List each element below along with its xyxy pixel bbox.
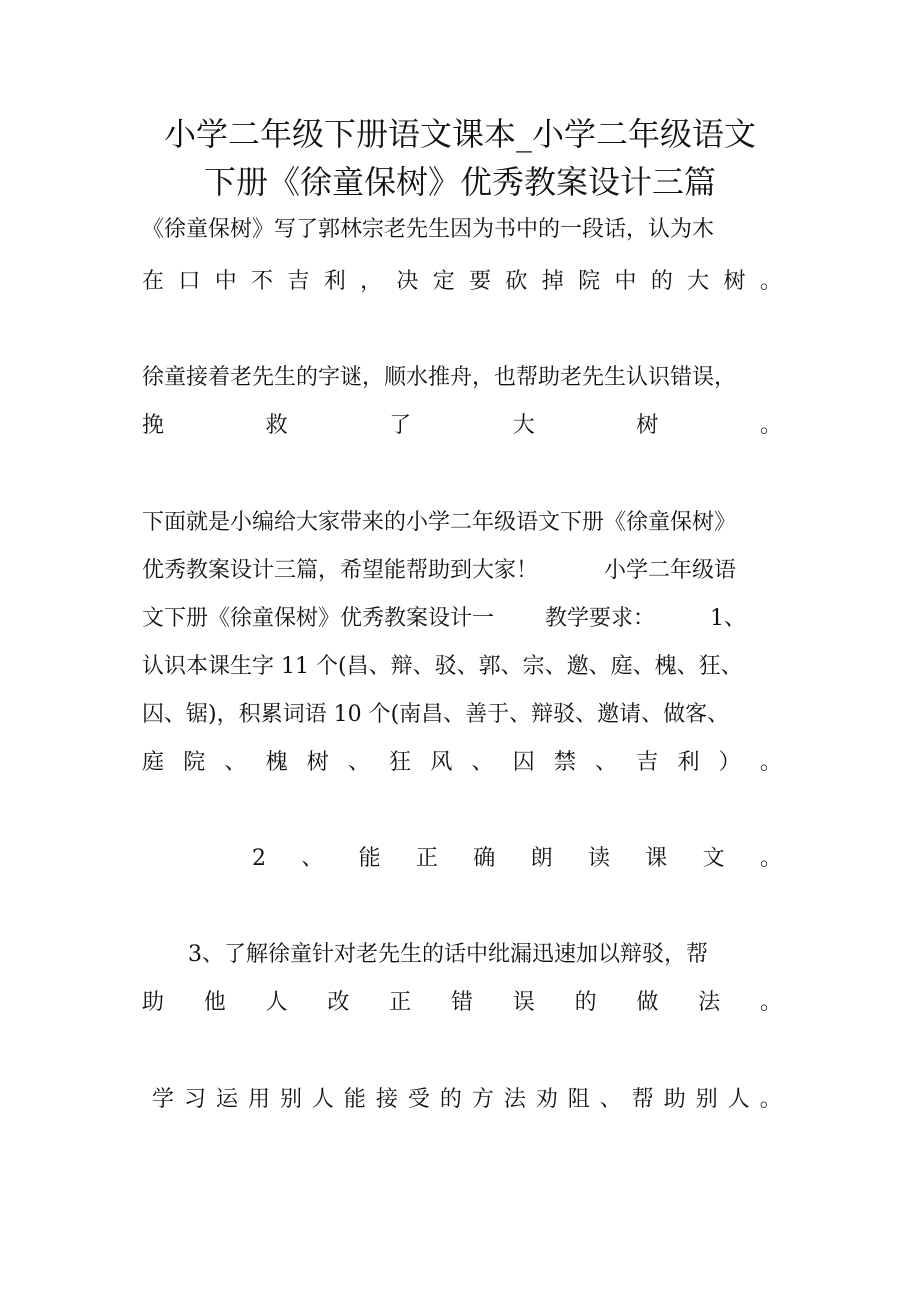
- text-char: 利: [323, 269, 346, 294]
- text-char: 掉: [541, 269, 564, 294]
- text-char: 的: [650, 269, 673, 294]
- text-char: 、: [301, 846, 324, 871]
- text-char: 法: [503, 1087, 526, 1112]
- text-char: 庭: [142, 750, 165, 775]
- text-char: 、: [595, 750, 618, 775]
- text-char: 、: [599, 1087, 622, 1112]
- text-char: 人: [265, 990, 288, 1015]
- text-char: 错: [450, 990, 473, 1015]
- text-char: 他: [203, 990, 226, 1015]
- document-title-line-1: 小学二年级下册语文课本_小学二年级语文: [163, 115, 756, 153]
- text-char: 救: [265, 413, 288, 438]
- text-char: 阻: [567, 1087, 590, 1112]
- paragraph-3-line-5: 囚、锯)，积累词语 10 个(南昌、善于、辩驳、邀请、做客、: [142, 702, 730, 727]
- text-char: 。: [759, 1087, 782, 1112]
- paragraph-1-line-2: [142, 266, 782, 298]
- text-char: 确: [473, 846, 496, 871]
- text-char: 2: [252, 846, 266, 871]
- text-char: 做: [636, 990, 659, 1015]
- text-char: 槐: [265, 750, 288, 775]
- text-char: 。: [759, 269, 782, 294]
- paragraph-2-line-1: 徐童接着老先生的字谜，顺水推舟，也帮助老先生认识错误，: [142, 365, 737, 390]
- text-char: 口: [178, 269, 201, 294]
- text-char: 定: [432, 269, 455, 294]
- text-char: 。: [759, 846, 782, 871]
- text-char: 习: [183, 1087, 206, 1112]
- text-char: 的: [439, 1087, 462, 1112]
- text-char: 树: [636, 413, 659, 438]
- text-char: 挽: [142, 413, 165, 438]
- text-char: 中: [614, 269, 637, 294]
- text-char: 正: [389, 990, 412, 1015]
- paragraph-3-line-2: 优秀教案设计三篇，希望能帮助到大家！ 小学二年级语: [142, 558, 737, 583]
- text-char: 别: [695, 1087, 718, 1112]
- text-char: 法: [698, 990, 721, 1015]
- paragraph-3-line-4: 认识本课生字 11 个(昌、辩、驳、郭、宗、邀、庭、槐、狂、: [142, 654, 743, 679]
- paragraph-5-line-2: [142, 987, 782, 1019]
- text-char: 能: [358, 846, 381, 871]
- text-char: 吉: [636, 750, 659, 775]
- text-char: 决: [396, 269, 419, 294]
- text-char: 砍: [505, 269, 528, 294]
- text-char: 读: [587, 846, 610, 871]
- text-char: ，: [360, 269, 383, 294]
- text-char: 不: [251, 269, 274, 294]
- paragraph-5-line-1: 3、了解徐童针对老先生的话中纰漏迅速加以辩驳，帮: [188, 942, 708, 967]
- text-char: 禁: [553, 750, 576, 775]
- text-char: 用: [247, 1087, 270, 1112]
- text-char: 学: [152, 1087, 175, 1112]
- text-char: 人: [727, 1087, 750, 1112]
- text-char: 中: [214, 269, 237, 294]
- text-char: 利: [677, 750, 700, 775]
- document-title-line-2: 下册《徐童保树》优秀教案设计三篇: [203, 163, 716, 201]
- text-char: 方: [471, 1087, 494, 1112]
- text-char: 囚: [512, 750, 535, 775]
- paragraph-3-line-1: 下面就是小编给大家带来的小学二年级语文下册《徐童保树》: [142, 510, 737, 535]
- paragraph-3-line-6: [142, 747, 782, 779]
- text-char: 劝: [535, 1087, 558, 1112]
- text-char: 在: [142, 269, 165, 294]
- paragraph-4-line: [252, 843, 782, 875]
- text-char: 误: [512, 990, 535, 1015]
- text-char: ）: [718, 750, 741, 775]
- text-char: 运: [215, 1087, 238, 1112]
- text-char: 大: [687, 269, 710, 294]
- text-char: 院: [578, 269, 601, 294]
- text-char: 、: [347, 750, 370, 775]
- text-char: 朗: [530, 846, 553, 871]
- text-char: 大: [512, 413, 535, 438]
- text-char: 了: [389, 413, 412, 438]
- text-char: 风: [430, 750, 453, 775]
- text-char: 助: [142, 990, 165, 1015]
- text-char: 、: [471, 750, 494, 775]
- paragraph-6-line: [152, 1084, 782, 1116]
- text-char: 能: [343, 1087, 366, 1112]
- text-char: 树: [723, 269, 746, 294]
- text-char: 正: [415, 846, 438, 871]
- text-char: 受: [407, 1087, 430, 1112]
- text-char: 树: [306, 750, 329, 775]
- text-char: 帮: [631, 1087, 654, 1112]
- text-char: 接: [375, 1087, 398, 1112]
- text-char: 的: [574, 990, 597, 1015]
- paragraph-1-line-1: 《徐童保树》写了郭林宗老先生因为书中的一段话，认为木: [142, 217, 715, 242]
- text-char: 院: [183, 750, 206, 775]
- text-char: 改: [327, 990, 350, 1015]
- paragraph-2-line-2: [142, 410, 782, 442]
- text-char: 、: [224, 750, 247, 775]
- text-char: 吉: [287, 269, 310, 294]
- paragraph-3-line-3: 文下册《徐童保树》优秀教案设计一 教学要求： 1、: [142, 606, 746, 631]
- text-char: 人: [311, 1087, 334, 1112]
- text-char: 。: [759, 750, 782, 775]
- text-char: 文: [702, 846, 725, 871]
- text-char: 。: [759, 990, 782, 1015]
- text-char: 要: [469, 269, 492, 294]
- text-char: 。: [759, 413, 782, 438]
- text-char: 助: [663, 1087, 686, 1112]
- text-char: 狂: [389, 750, 412, 775]
- text-char: 课: [645, 846, 668, 871]
- text-char: 别: [279, 1087, 302, 1112]
